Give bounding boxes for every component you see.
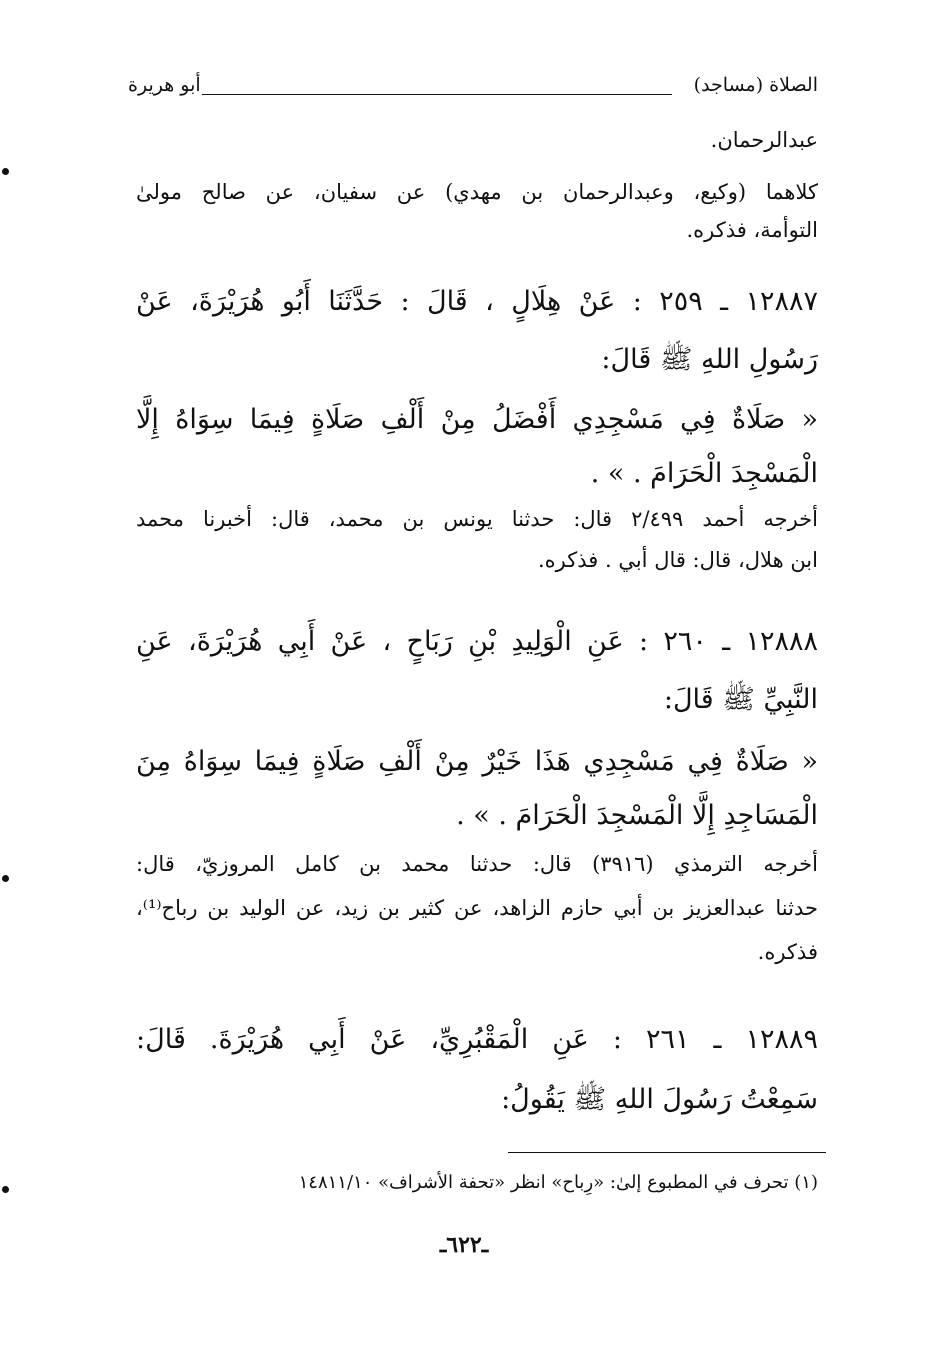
source-note: فذكره. bbox=[757, 940, 818, 964]
text-line: كلاهما (وكيع، وعبدالرحمان بن مهدي) عن سفيان، عن صالح مولىٰ bbox=[136, 180, 818, 204]
source-note: ابن هلال، قال: قال أبي . فذكره. bbox=[537, 548, 818, 572]
header-rule bbox=[202, 94, 672, 95]
hadith-heading: النَّبِيِّ ﷺ قَالَ: bbox=[663, 684, 818, 715]
scan-mark bbox=[2, 875, 9, 882]
page-number: ـ٦٢٢ـ bbox=[439, 1232, 489, 1258]
hadith-text: الْمَسْجِدَ الْحَرَامَ . » . bbox=[590, 458, 818, 489]
footnote: (١) تحرف في المطبوع إلىٰ: «رِباح» انظر «تحفة الأشراف» ١٤٨١١/١٠ bbox=[298, 1172, 818, 1193]
hadith-text: الْمَسَاجِدِ إِلَّا الْمَسْجِدَ الْحَرَامَ . » . bbox=[456, 800, 818, 831]
hadith-heading: ١٢٨٨٧ ـ ٢٥٩ : عَنْ هِلَالٍ ، قَالَ : حَدَّثَنَا أَبُو هُرَيْرَةَ، عَنْ bbox=[136, 286, 819, 317]
hadith-text: « صَلَاةٌ فِي مَسْجِدِي أَفْضَلُ مِنْ أَلْفِ صَلَاةٍ فِيمَا سِوَاهُ إِلَّا bbox=[136, 404, 818, 435]
hadith-heading: سَمِعْتُ رَسُولَ اللهِ ﷺ يَقُولُ: bbox=[501, 1084, 818, 1115]
chapter-title: الصلاة (مساجد) bbox=[693, 74, 818, 96]
running-header bbox=[128, 74, 818, 108]
source-note: أخرجه أحمد ٢/٤٩٩ قال: حدثنا يونس بن محمد، قال: أخبرنا محمد bbox=[136, 507, 818, 531]
source-note: أخرجه الترمذي (٣٩١٦) قال: حدثنا محمد بن كامل المروزيّ، قال: bbox=[136, 852, 818, 876]
hadith-heading: ١٢٨٨٨ ـ ٢٦٠ : عَنِ الْوَلِيدِ بْنِ رَبَاحٍ ، عَنْ أَبِي هُرَيْرَةَ، عَنِ bbox=[136, 626, 818, 657]
footnote-rule bbox=[508, 1152, 826, 1153]
text-line: عبدالرحمان. bbox=[710, 128, 818, 152]
hadith-heading: رَسُولِ اللهِ ﷺ قَالَ: bbox=[601, 344, 818, 375]
hadith-heading: ١٢٨٨٩ ـ ٢٦١ : عَنِ الْمَقْبُرِيِّ، عَنْ أَبِي هُرَيْرَةَ. قَالَ: bbox=[136, 1024, 818, 1055]
scan-mark bbox=[2, 1186, 9, 1193]
narrator-name: أبو هريرة bbox=[128, 74, 201, 96]
scan-mark bbox=[2, 168, 9, 175]
source-note: حدثنا عبدالعزيز بن أبي حازم الزاهد، عن كثير بن زيد، عن الوليد بن رباح⁽¹⁾، bbox=[136, 896, 818, 920]
text-line: التوأمة، فذكره. bbox=[686, 218, 818, 242]
hadith-text: « صَلَاةٌ فِي مَسْجِدِي هَذَا خَيْرٌ مِنْ أَلْفِ صَلَاةٍ فِيمَا سِوَاهُ مِنَ bbox=[136, 746, 818, 777]
